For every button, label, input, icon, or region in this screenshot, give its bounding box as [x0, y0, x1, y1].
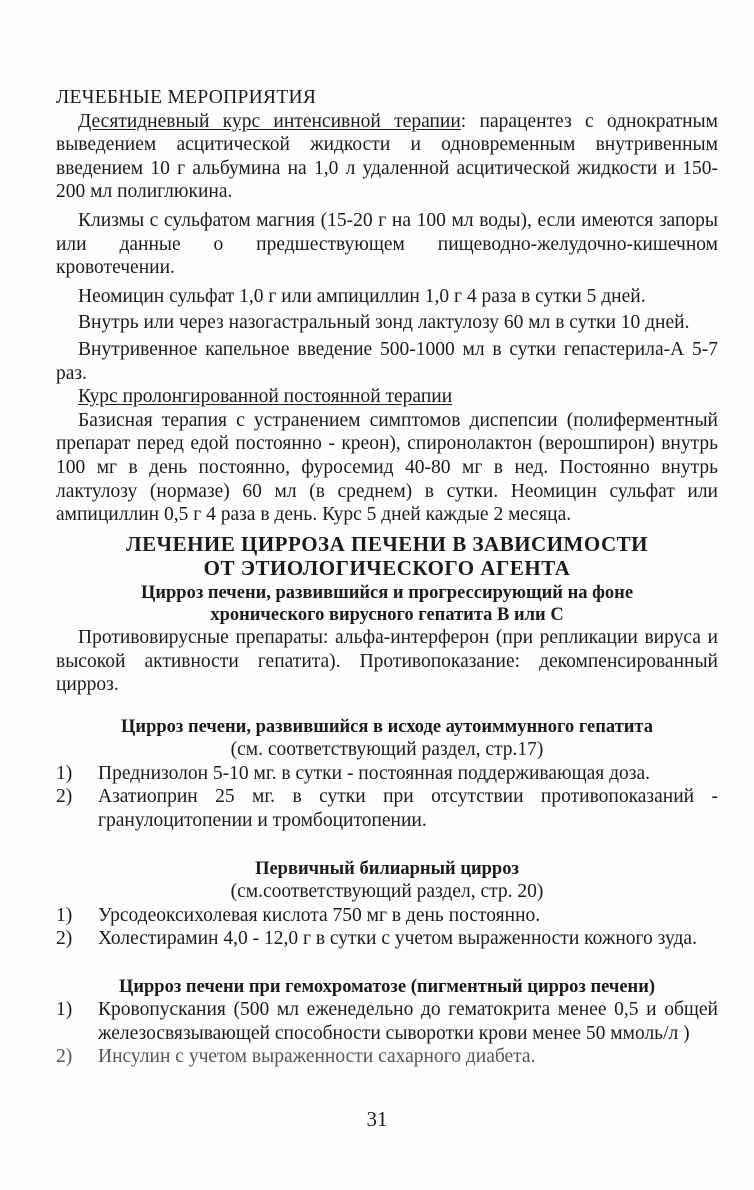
list-item — [56, 785, 718, 832]
list-text: Инсулин с учетом выраженности сахарного диабета. — [98, 1046, 536, 1068]
intensive-therapy-label: Десятидневный курс интенсивной терапии — [78, 110, 461, 132]
autoimmune-section — [56, 716, 718, 832]
intensive-therapy-paragraph — [56, 110, 718, 204]
list-text: Азатиоприн 25 мг. в сутки при отсутствии противопоказаний - гранулоцитопении и тромбоцитопении. — [98, 786, 718, 831]
autoimmune-heading: Цирроз печени, развившийся в исходе аутоиммунного гепатита — [121, 717, 653, 737]
page-number: 31 — [366, 1107, 388, 1131]
biliary-ref: (см.соответствующий раздел, стр. 20) — [230, 881, 544, 902]
viral-heading-line2: хронического вирусного гепатита В или С — [210, 605, 564, 625]
list-item — [56, 998, 718, 1045]
prolonged-therapy-label: Курс пролонгированной постоянной терапии — [78, 386, 453, 408]
paragraph-lactulose: Внутрь или через назогастральный зонд лактулозу 60 мл в сутки 10 дней. — [78, 312, 690, 334]
list-item — [56, 927, 718, 951]
etiology-heading-line1: ЛЕЧЕНИЕ ЦИРРОЗА ПЕЧЕНИ В ЗАВИСИМОСТИ — [126, 532, 648, 556]
list-number: 1) — [56, 999, 73, 1020]
viral-heading-line1: Цирроз печени, развившийся и прогрессирующий на фоне — [140, 583, 634, 603]
section-heading: ЛЕЧЕБНЫЕ МЕРОПРИЯТИЯ — [56, 87, 317, 108]
paragraph-hepasteril: Внутривенное капельное введение 500-1000 мл в сутки гепастерила-А 5-7 раз. — [56, 338, 718, 384]
prolonged-therapy-heading — [56, 385, 718, 409]
list-text: Урсодеоксихолевая кислота 750 мг в день постоянно. — [98, 904, 541, 926]
list-text: Преднизолон 5-10 мг. в сутки - постоянная поддерживающая доза. — [98, 762, 650, 784]
list-number: 2) — [56, 1046, 73, 1068]
hemochromatosis-section — [56, 976, 718, 1069]
list-number: 2) — [56, 786, 73, 808]
list-item — [56, 904, 718, 928]
list-number: 1) — [56, 762, 73, 784]
list-text: Холестирамин 4,0 - 12,0 г в сутки с учетом выраженности кожного зуда. — [98, 928, 697, 950]
list-item — [56, 762, 718, 786]
hemochromatosis-heading: Цирроз печени при гемохроматозе (пигментный цирроз печени) — [118, 977, 656, 997]
biliary-heading: Первичный билиарный цирроз — [255, 859, 519, 879]
paragraph-neomycin: Неомицин сульфат 1,0 г или ампициллин 1,0 г 4 раза в сутки 5 дней. — [78, 285, 646, 307]
list-number: 1) — [56, 904, 73, 926]
list-item — [56, 1045, 718, 1069]
list-text: Кровопускания (500 мл еженедельно до гематокрита менее 0,5 и общей железосвязывающей способности сыворотки крови менее 50 ммоль/л ) — [98, 999, 718, 1044]
paragraph-enemas: Клизмы с сульфатом магния (15-20 г на 100 мл воды), если имеются запоры или данные о предшествующем пищеводно-желудочно-кишечном кровотечении. — [56, 209, 718, 279]
etiology-section — [56, 532, 718, 697]
list-number: 2) — [56, 928, 73, 950]
intensive-therapy-text: : парацентез с однократным выведением асцитической жидкости и одновременным внутривенным введением 10 г альбумина на 1,0 л удаленной асцитической жидкости и 150-200 мл полиглюкина. — [56, 110, 718, 203]
autoimmune-ref: (см. соответствующий раздел, стр.17) — [230, 739, 544, 760]
paragraph-basic-therapy: Базисная терапия с устранением симптомов диспепсии (полиферментный препарат перед едой постоянно - креон), спиронолактон (верошпирон) внутрь 100 мг в день постоянно, фуросемид 40-80 мг в нед. Постоянно внутрь лактулозу (нормазе) 60 мл (в среднем) в сутки. Неомицин сульфат или ампициллин 0,5 г 4 раза в день. Курс 5 дней каждые 2 месяца. — [56, 409, 718, 526]
treatment-section — [56, 86, 718, 527]
etiology-heading-line2: ОТ ЭТИОЛОГИЧЕСКОГО АГЕНТА — [203, 556, 571, 580]
biliary-section — [56, 858, 718, 951]
viral-paragraph: Противовирусные препараты: альфа-интерферон (при репликации вируса и высокой активности гепатита). Противопоказание: декомпенсированный цирроз. — [56, 627, 718, 696]
